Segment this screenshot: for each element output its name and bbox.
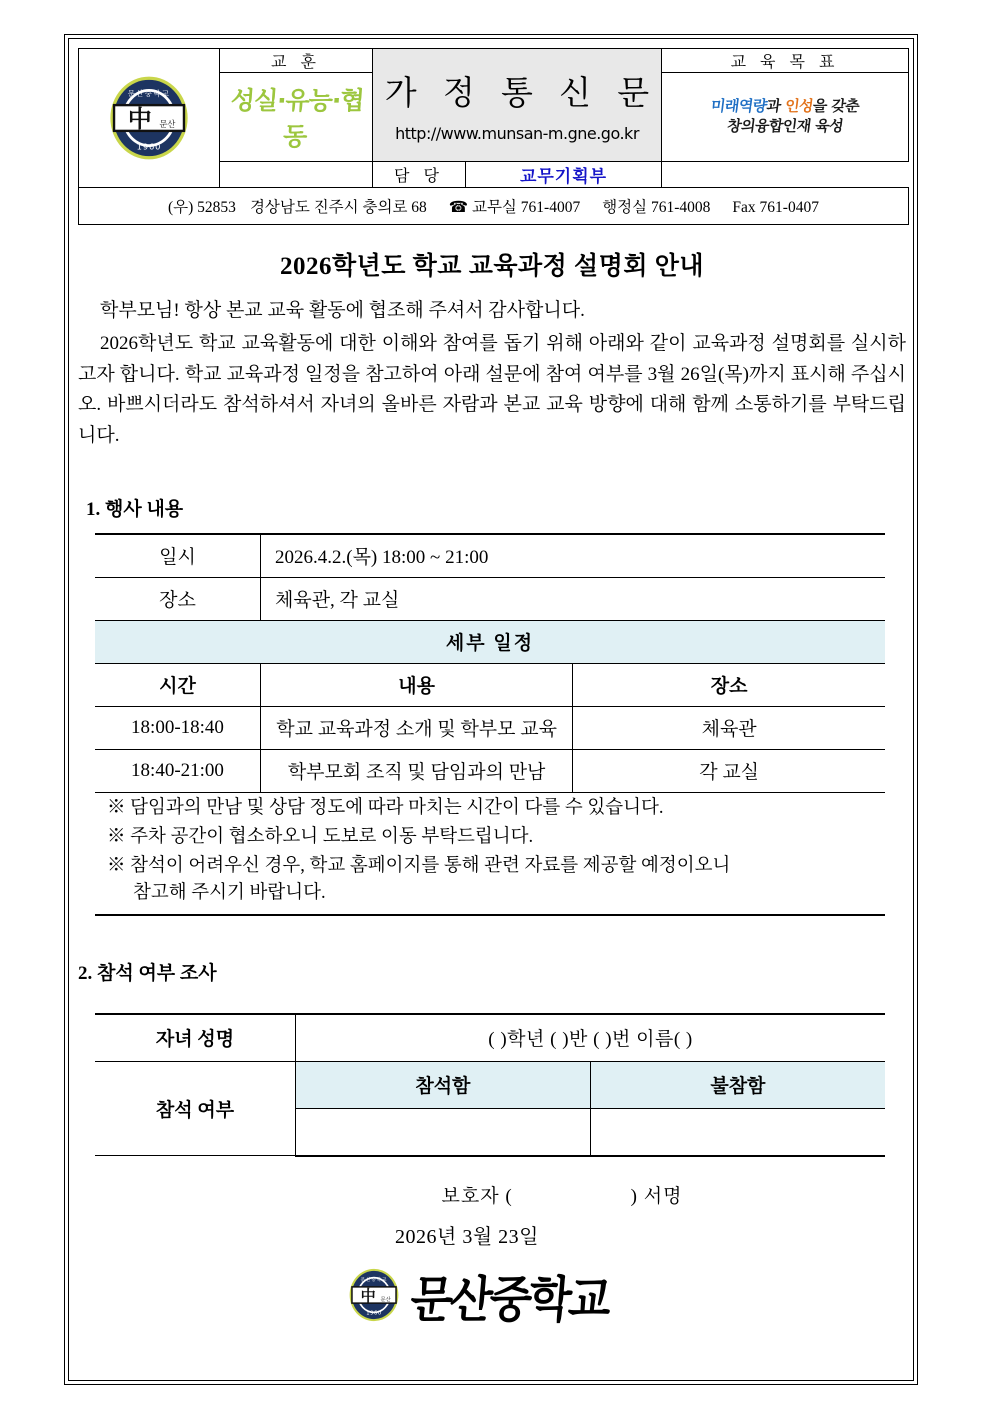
phone-admin: 행정실 761-4008 [602, 199, 711, 216]
education-goal-cell [662, 73, 909, 162]
attendance-option-yes: 참석함 [296, 1061, 591, 1108]
attendance-option-no: 불참함 [590, 1061, 885, 1108]
col-header-time: 시간 [95, 663, 261, 706]
motto-text: 성실·유능·협동 [229, 86, 365, 151]
event-info-table [95, 533, 885, 793]
charge-table [373, 162, 661, 187]
goal-emphasis-character: 인성 [784, 96, 814, 115]
svg-text:中: 中 [127, 105, 152, 134]
address-zip: (우) 52853 [168, 199, 236, 216]
table-header-row [95, 663, 885, 706]
letterhead-table [78, 48, 909, 225]
phone-icon: ☎ [448, 199, 469, 216]
svg-text:中: 中 [360, 1286, 376, 1305]
schedule-place-1: 체육관 [573, 706, 885, 749]
charge-department: 교무기획부 [519, 167, 608, 186]
table-row [95, 534, 885, 578]
goal-emphasis-future: 미래역량 [709, 96, 768, 115]
schedule-time-1: 18:00-18:40 [95, 706, 261, 749]
note-item: ※ 주차 공간이 협소하오니 도보로 이동 부탁드립니다. [107, 827, 534, 848]
event-place-value: 체육관, 각 교실 [261, 577, 886, 620]
col-header-place: 장소 [573, 663, 885, 706]
svg-text:1960: 1960 [366, 1310, 383, 1317]
note-item: ※ 담임과의 만남 및 상담 정도에 따라 마치는 시간이 다를 수 있습니다. [107, 797, 664, 818]
attendance-checkbox-yes[interactable] [296, 1108, 591, 1156]
schedule-time-2: 18:40-21:00 [95, 749, 261, 792]
svg-text:문산중학교: 문산중학교 [127, 88, 171, 98]
intro-paragraph-2: 2026학년도 학교 교육활동에 대한 이해와 참여를 돕기 위해 아래와 같이 교육과정 설명회를 실시하고자 합니다. 학교 교육과정 일정을 참고하여 아래 설문에 참여 여부를 3월 26일(목)까지 표시해 주십시오. 바쁘시더라도 참석하셔서 자녀의 올바른 자람과 본교 교육 방향에 대해 함께 소통하기를 부탁드립니다. [78, 332, 906, 447]
school-signature [78, 1263, 906, 1327]
newsletter-title-cell [373, 49, 662, 162]
fax-number: Fax 761-0407 [732, 199, 819, 216]
detail-schedule-band: 세부 일정 [95, 620, 885, 663]
schedule-content-1: 학교 교육과정 소개 및 학부모 교육 [261, 706, 573, 749]
event-datetime-value: 2026.4.2.(목) 18:00 ~ 21:00 [261, 534, 886, 578]
attendance-label: 참석 여부 [95, 1061, 296, 1156]
svg-text:문산: 문산 [159, 119, 176, 130]
education-goal-line-1 [661, 97, 909, 117]
table-row [95, 577, 885, 620]
attendance-checkbox-no[interactable] [590, 1108, 885, 1156]
note-item: ※ 참석이 어려우신 경우, 학교 홈페이지를 통해 관련 자료를 제공할 예정이오니 [107, 856, 731, 877]
school-emblem-icon [103, 72, 195, 164]
event-datetime-label: 일시 [95, 534, 261, 578]
child-name-label: 자녀 성명 [95, 1014, 296, 1062]
school-emblem-icon-footer [345, 1266, 403, 1324]
charge-label: 담 당 [373, 162, 466, 187]
school-address-bar [79, 188, 909, 225]
charge-row-cell [373, 162, 662, 188]
school-website-url[interactable]: http://www.munsan-m.gne.go.kr [395, 124, 639, 143]
education-goal-line-2: 창의융합인재 육성 [726, 116, 845, 135]
issue-date: 2026년 3월 23일 [395, 1225, 539, 1248]
col-header-content: 내용 [261, 663, 573, 706]
event-place-label: 장소 [95, 577, 261, 620]
school-emblem-cell [79, 49, 220, 188]
notes-list [95, 795, 885, 908]
child-name-input[interactable]: ( )학년 ( )반 ( )번 이름( ) [296, 1014, 886, 1062]
newsletter-title: 가 정 통 신 문 [384, 76, 659, 112]
table-row [95, 1061, 885, 1108]
spacer-cell [220, 162, 373, 188]
schedule-place-2: 각 교실 [573, 749, 885, 792]
motto-cell [220, 73, 373, 162]
note-item-continuation: 참고해 주시기 바랍니다. [133, 883, 326, 904]
svg-text:문산중학교: 문산중학교 [360, 1277, 388, 1283]
guardian-signature-close: ) 서명 [630, 1185, 683, 1207]
table-row [95, 1014, 885, 1062]
document-content [78, 48, 906, 1368]
education-goal-label: 교 육 목 표 [662, 49, 909, 73]
goal-tail: 을 갖춘 [811, 96, 861, 115]
svg-text:1960: 1960 [136, 141, 162, 152]
section-2-heading: 2. 참석 여부 조사 [78, 962, 217, 984]
motto-label: 교 훈 [220, 49, 373, 73]
table-row [95, 706, 885, 749]
guardian-label: 보호자 ( [441, 1185, 513, 1207]
page-title: 2026학년도 학교 교육과정 설명회 안내 [279, 253, 705, 280]
table-row [95, 749, 885, 792]
table-row [95, 620, 885, 663]
guardian-signature-line [78, 1181, 906, 1208]
section-1-bottom-rule [95, 914, 885, 916]
svg-text:문산: 문산 [380, 1296, 391, 1303]
goal-connector: 과 [765, 96, 787, 115]
schedule-content-2: 학부모회 조직 및 담임과의 만남 [261, 749, 573, 792]
school-name: 문산중학교 [408, 1271, 611, 1329]
phone-office: 교무실 761-4007 [471, 199, 581, 216]
address-street: 경상남도 진주시 충의로 68 [249, 199, 427, 216]
intro-paragraph-1: 학부모님! 항상 본교 교육 활동에 협조해 주셔서 감사합니다. [100, 300, 585, 321]
attendance-survey-table [95, 1013, 885, 1157]
section-1-heading: 1. 행사 내용 [86, 498, 184, 520]
